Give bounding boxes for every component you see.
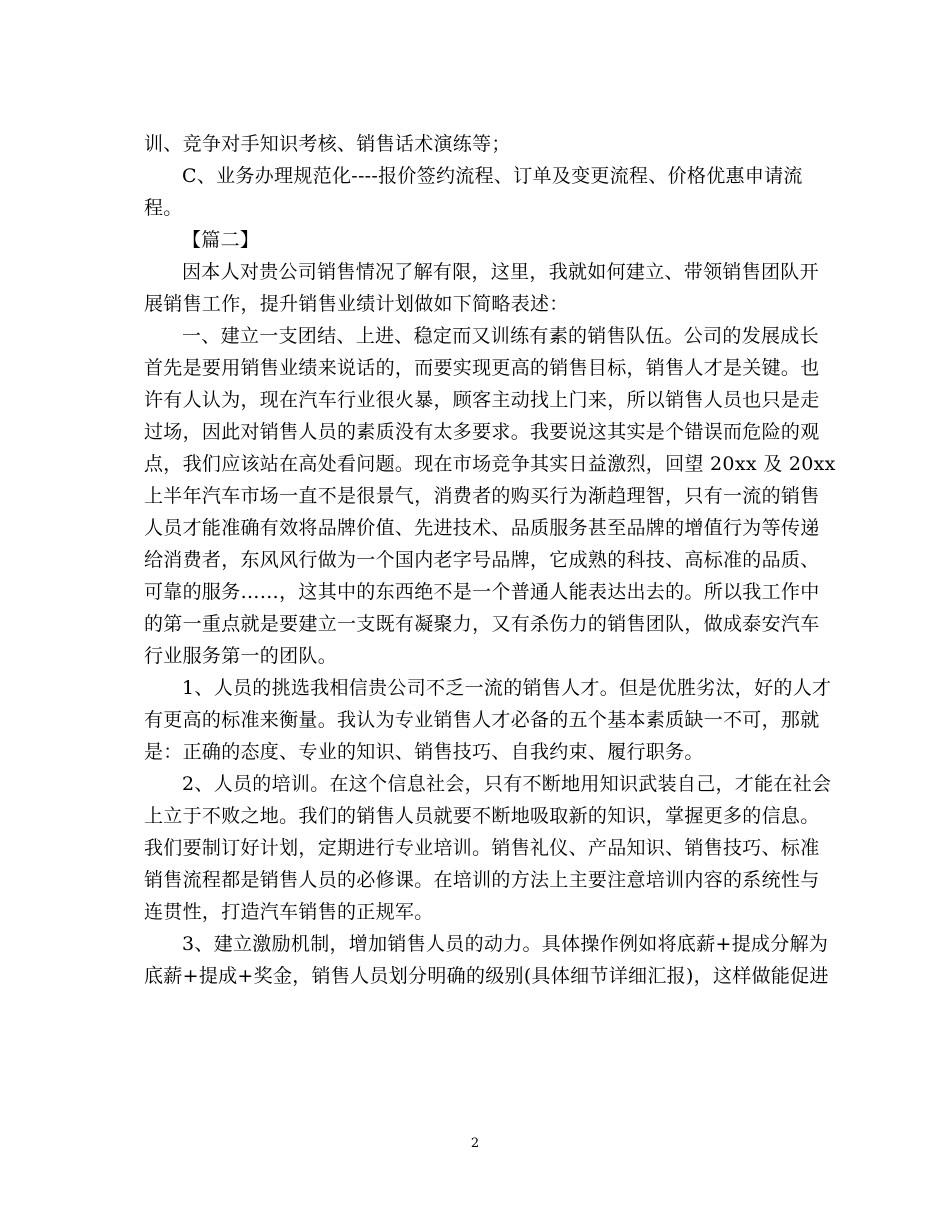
body-line: 给消费者，东风风行做为一个国内老字号品牌，它成熟的科技、高标准的品质、 bbox=[144, 549, 820, 571]
body-line: 过场，因此对销售人员的素质没有太多要求。我要说这其实是个错误而危险的观 bbox=[144, 421, 820, 443]
body-line: 程。 bbox=[144, 197, 183, 219]
body-line: 人员才能准确有效将品牌价值、先进技术、品质服务甚至品牌的增值行为等传递 bbox=[144, 517, 820, 539]
paragraph-line: C、业务办理规范化----报价签约流程、订单及变更流程、价格优惠申请流 bbox=[182, 165, 803, 187]
document-body bbox=[144, 128, 836, 992]
paragraph-line: 3、建立激励机制，增加销售人员的动力。具体操作例如将底薪+提成分解为 bbox=[182, 933, 829, 955]
body-line: 销售流程都是销售人员的必修课。在培训的方法上主要注意培训内容的系统性与 bbox=[144, 869, 820, 891]
body-line: 有更高的标准来衡量。我认为专业销售人才必备的五个基本素质缺一不可，那就 bbox=[144, 709, 820, 731]
body-line: 上立于不败之地。我们的销售人员就要不断地吸取新的知识，掌握更多的信息。 bbox=[144, 805, 820, 827]
body-line: 连贯性，打造汽车销售的正规军。 bbox=[144, 901, 434, 923]
paragraph-line: 一、建立一支团结、上进、稳定而又训练有素的销售队伍。公司的发展成长 bbox=[182, 325, 819, 347]
paragraph-line: 2、人员的培训。在这个信息社会，只有不断地用知识武装自己，才能在社会 bbox=[182, 773, 832, 795]
paragraph-line: 1、人员的挑选我相信贵公司不乏一流的销售人才。但是优胜劣汰，好的人才 bbox=[182, 677, 832, 699]
body-line: 展销售工作，提升销售业绩计划做如下简略表述： bbox=[144, 293, 569, 315]
body-line: 的第一重点就是要建立一支既有凝聚力，又有杀伤力的销售团队，做成泰安汽车 bbox=[144, 613, 820, 635]
body-line: 训、竞争对手知识考核、销售话术演练等； bbox=[144, 133, 511, 155]
paragraph-line: 因本人对贵公司销售情况了解有限，这里，我就如何建立、带领销售团队开 bbox=[182, 261, 819, 283]
body-line: 行业服务第一的团队。 bbox=[144, 645, 338, 667]
body-line: 首先是要用销售业绩来说话的，而要实现更高的销售目标，销售人才是关键。也 bbox=[144, 357, 820, 379]
body-line: 点，我们应该站在高处看问题。现在市场竞争其实日益激烈，回望 20xx 及 20xx bbox=[144, 453, 836, 475]
body-line: 底薪+提成+奖金，销售人员划分明确的级别(具体细节详细汇报)，这样做能促进 bbox=[144, 965, 829, 987]
body-line: 上半年汽车市场一直不是很景气，消费者的购买行为渐趋理智，只有一流的销售 bbox=[144, 485, 820, 507]
body-line: 是：正确的态度、专业的知识、销售技巧、自我约束、履行职务。 bbox=[144, 741, 704, 763]
page-number: 2 bbox=[470, 1136, 480, 1151]
body-line: 许有人认为，现在汽车行业很火暴，顾客主动找上门来，所以销售人员也只是走 bbox=[144, 389, 820, 411]
section-heading: 【篇二】 bbox=[182, 229, 260, 251]
body-line: 可靠的服务……，这其中的东西绝不是一个普通人能表达出去的。所以我工作中 bbox=[144, 581, 820, 603]
body-line: 我们要制订好计划，定期进行专业培训。销售礼仪、产品知识、销售技巧、标准 bbox=[144, 837, 820, 859]
